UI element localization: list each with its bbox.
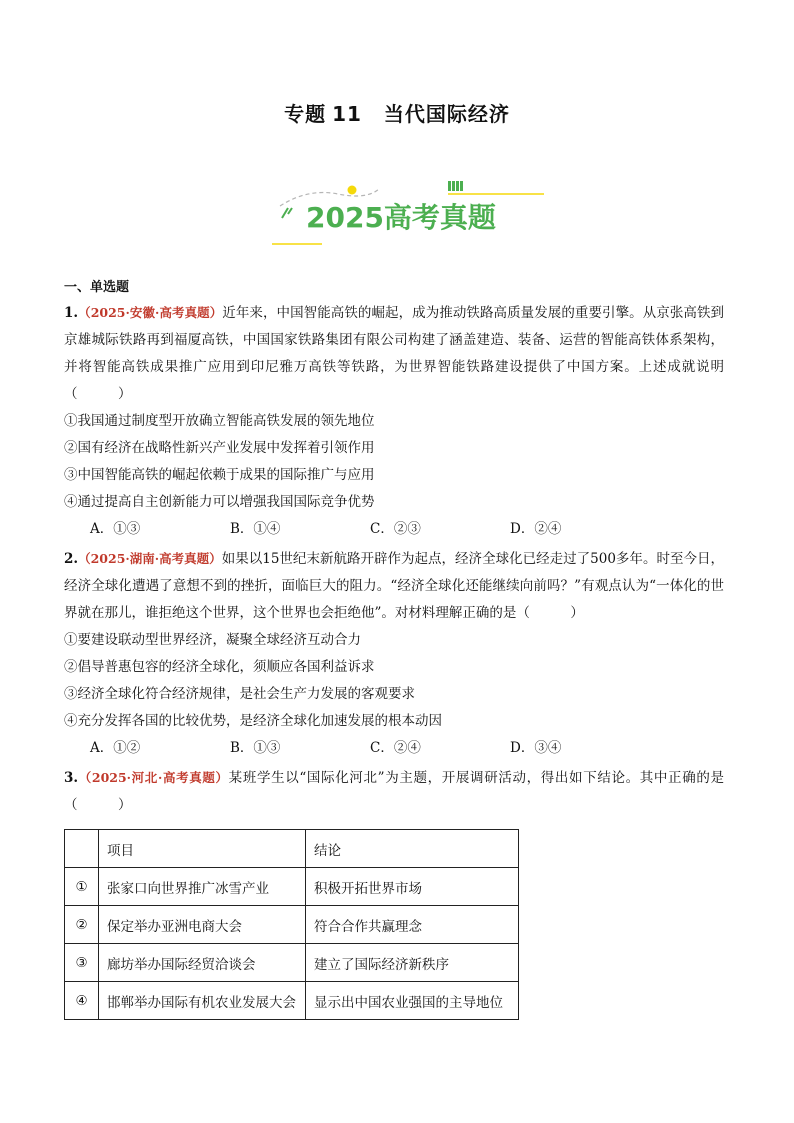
- question-stem: [64, 545, 724, 627]
- choice-d: D．③④: [510, 740, 562, 756]
- table-header-cell: 结论: [306, 830, 519, 868]
- question-source: （2025·河北·高考真题）: [78, 770, 229, 785]
- question-3: [64, 764, 724, 1020]
- table-cell: 张家口向世界推广冰雪产业: [99, 868, 306, 906]
- statement-option: ④充分发挥各国的比较优势，是经济全球化加速发展的根本动因: [64, 713, 442, 729]
- statement-option: ③经济全球化符合经济规律，是社会生产力发展的客观要求: [64, 686, 415, 702]
- title-prefix: 专题: [284, 102, 327, 126]
- statement-option: ④通过提高自主创新能力可以增强我国国际竞争优势: [64, 494, 375, 510]
- question-number: 1.: [64, 305, 79, 321]
- question-stem: [64, 764, 724, 819]
- question-source: （2025·湖南·高考真题）: [78, 551, 222, 566]
- title-text: 当代国际经济: [383, 102, 510, 126]
- table-header-cell: 项目: [99, 830, 306, 868]
- question-text: 某班学生以“国际化河北”为主题，开展调研活动，得出如下结论。其中正确的是（ ）: [64, 770, 724, 813]
- statement-option: ②倡导普惠包容的经济全球化，须顺应各国利益诉求: [64, 659, 375, 675]
- question-stem: [64, 299, 724, 408]
- statement-option: ①要建设联动型世界经济，凝聚全球经济互动合力: [64, 632, 361, 648]
- table-cell: ①: [65, 868, 99, 906]
- survey-table: [64, 829, 519, 1020]
- table-cell: 廊坊举办国际经贸洽谈会: [99, 944, 306, 982]
- table-cell: 邯郸举办国际有机农业发展大会: [99, 982, 306, 1020]
- question-text: 如果以15世纪末新航路开辟作为起点，经济全球化已经走过了500多年。时至今日，经济全球化遭遇了意想不到的挫折，面临巨大的阻力。“经济全球化还能继续向前吗？”有观点认为“一体化的世界就在那儿，谁拒绝这个世界，这个世界也会拒绝他”。对材料理解正确的是（ ）: [64, 551, 724, 621]
- table-cell: 显示出中国农业强国的主导地位: [306, 982, 519, 1020]
- choice-c: C．②③: [370, 521, 421, 537]
- question-number: 2.: [64, 551, 79, 567]
- question-source: （2025·安徽·高考真题）: [78, 305, 223, 320]
- statement-option: ①我国通过制度型开放确立智能高铁发展的领先地位: [64, 413, 375, 429]
- table-cell: ③: [65, 944, 99, 982]
- question-number: 3.: [64, 770, 79, 786]
- statement-option: ③中国智能高铁的崛起依赖于成果的国际推广与应用: [64, 467, 375, 483]
- table-row: [65, 982, 519, 1020]
- answer-choices: [64, 516, 724, 543]
- table-cell: 保定举办亚洲电商大会: [99, 906, 306, 944]
- table-row: [65, 906, 519, 944]
- table-cell: 符合合作共赢理念: [306, 906, 519, 944]
- section-heading: 一、单选题: [64, 280, 130, 295]
- table-cell: 积极开拓世界市场: [306, 868, 519, 906]
- table-row: [65, 868, 519, 906]
- choice-d: D．②④: [510, 521, 562, 537]
- title-number: 11: [332, 102, 362, 126]
- question-1: [64, 299, 724, 543]
- table-cell: ②: [65, 906, 99, 944]
- page-title: [0, 98, 794, 127]
- choice-b: B．①③: [230, 740, 281, 756]
- exam-banner: [268, 178, 548, 250]
- table-header-row: [65, 830, 519, 868]
- choice-a: A．①②: [90, 740, 141, 756]
- choice-c: C．②④: [370, 740, 421, 756]
- choice-b: B．①④: [230, 521, 281, 537]
- choice-a: A．①③: [90, 521, 141, 537]
- statement-option: ②国有经济在战略性新兴产业发展中发挥着引领作用: [64, 440, 375, 456]
- table-header-cell: [65, 830, 99, 868]
- question-text: 近年来，中国智能高铁的崛起，成为推动铁路高质量发展的重要引擎。从京张高铁到京雄城际铁路再到福厦高铁，中国国家铁路集团有限公司构建了涵盖建造、装备、运营的智能高铁体系架构，并将智能高铁成果推广应用到印尼雅万高铁等铁路，为世界智能铁路建设提供了中国方案。上述成就说明（ ）: [64, 305, 725, 402]
- question-2: [64, 545, 724, 762]
- answer-choices: [64, 735, 724, 762]
- question-content: [64, 276, 724, 1020]
- table-cell: 建立了国际经济新秩序: [306, 944, 519, 982]
- table-row: [65, 944, 519, 982]
- banner-title: 2025高考真题: [306, 201, 496, 234]
- table-cell: ④: [65, 982, 99, 1020]
